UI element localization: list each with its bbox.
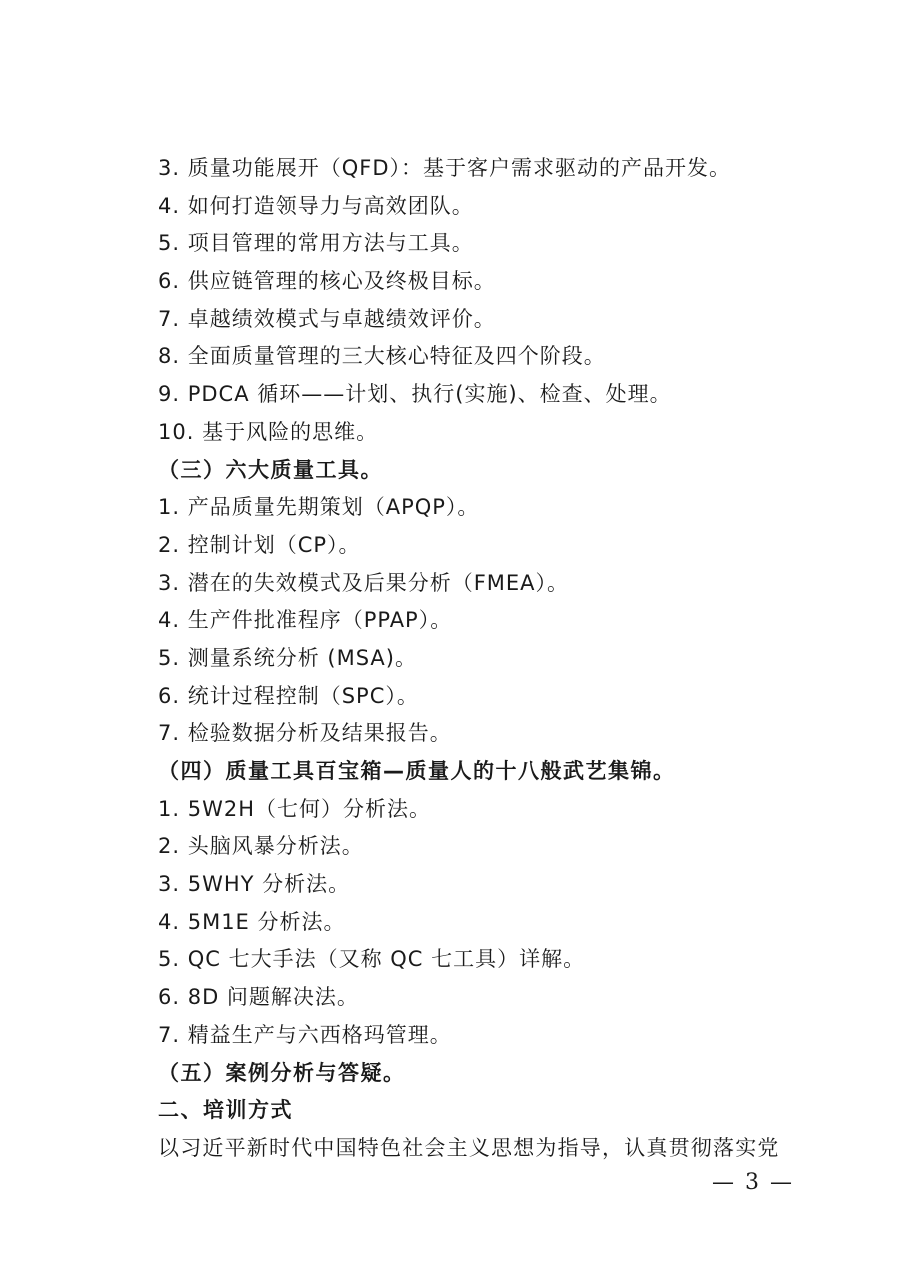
document-body [158,150,798,1168]
list-item-lean-six-sigma: 7. 精益生产与六西格玛管理。 [158,1022,452,1047]
list-item-spc: 6. 统计过程控制（SPC）。 [158,683,419,708]
section-heading-toolbox: （四）质量工具百宝箱—质量人的十八般武艺集锦。 [158,759,676,783]
list-item-qfd: 3. 质量功能展开（QFD）：基于客户需求驱动的产品开发。 [158,156,731,180]
list-item-5why: 3. 5WHY 分析法。 [158,872,351,897]
list-item-project-management: 5. 项目管理的常用方法与工具。 [158,231,474,256]
list-item-apqp: 1. 产品质量先期策划（APQP）。 [158,495,480,520]
list-item-inspection-data: 7. 检验数据分析及结果报告。 [158,721,452,746]
list-item-leadership: 4. 如何打造领导力与高效团队。 [158,193,474,218]
section-heading-case-study: （五）案例分析与答疑。 [158,1060,406,1085]
list-item-ppap: 4. 生产件批准程序（PPAP）。 [158,608,453,633]
list-item-msa: 5. 测量系统分析 (MSA)。 [158,645,417,670]
list-item-5w2h: 1. 5W2H（七何）分析法。 [158,796,431,821]
list-item-cp: 2. 控制计划（CP）。 [158,532,361,557]
list-item-excellence-model: 7. 卓越绩效模式与卓越绩效评价。 [158,306,496,331]
list-item-5m1e: 4. 5M1E 分析法。 [158,909,346,934]
list-item-risk-thinking: 10. 基于风险的思维。 [158,419,379,444]
list-item-fmea: 3. 潜在的失效模式及后果分析（FMEA）。 [158,570,570,595]
list-item-supply-chain: 6. 供应链管理的核心及终极目标。 [158,269,496,294]
list-item-tqm: 8. 全面质量管理的三大核心特征及四个阶段。 [158,344,606,369]
paragraph-text: 以习近平新时代中国特色社会主义思想为指导，认真贯彻落实党 [158,1135,780,1160]
list-item-pdca: 9. PDCA 循环——计划、执行(实施)、检查、处理。 [158,382,672,407]
list-item-qc-seven-tools: 5. QC 七大手法（又称 QC 七工具）详解。 [158,947,586,972]
list-item-8d: 6. 8D 问题解决法。 [158,985,359,1010]
section-heading-training-method: 二、培训方式 [158,1098,293,1123]
section-heading-six-tools: （三）六大质量工具。 [158,457,383,482]
list-item-brainstorming: 2. 头脑风暴分析法。 [158,834,364,859]
page-number: — 3 — [712,1170,794,1195]
